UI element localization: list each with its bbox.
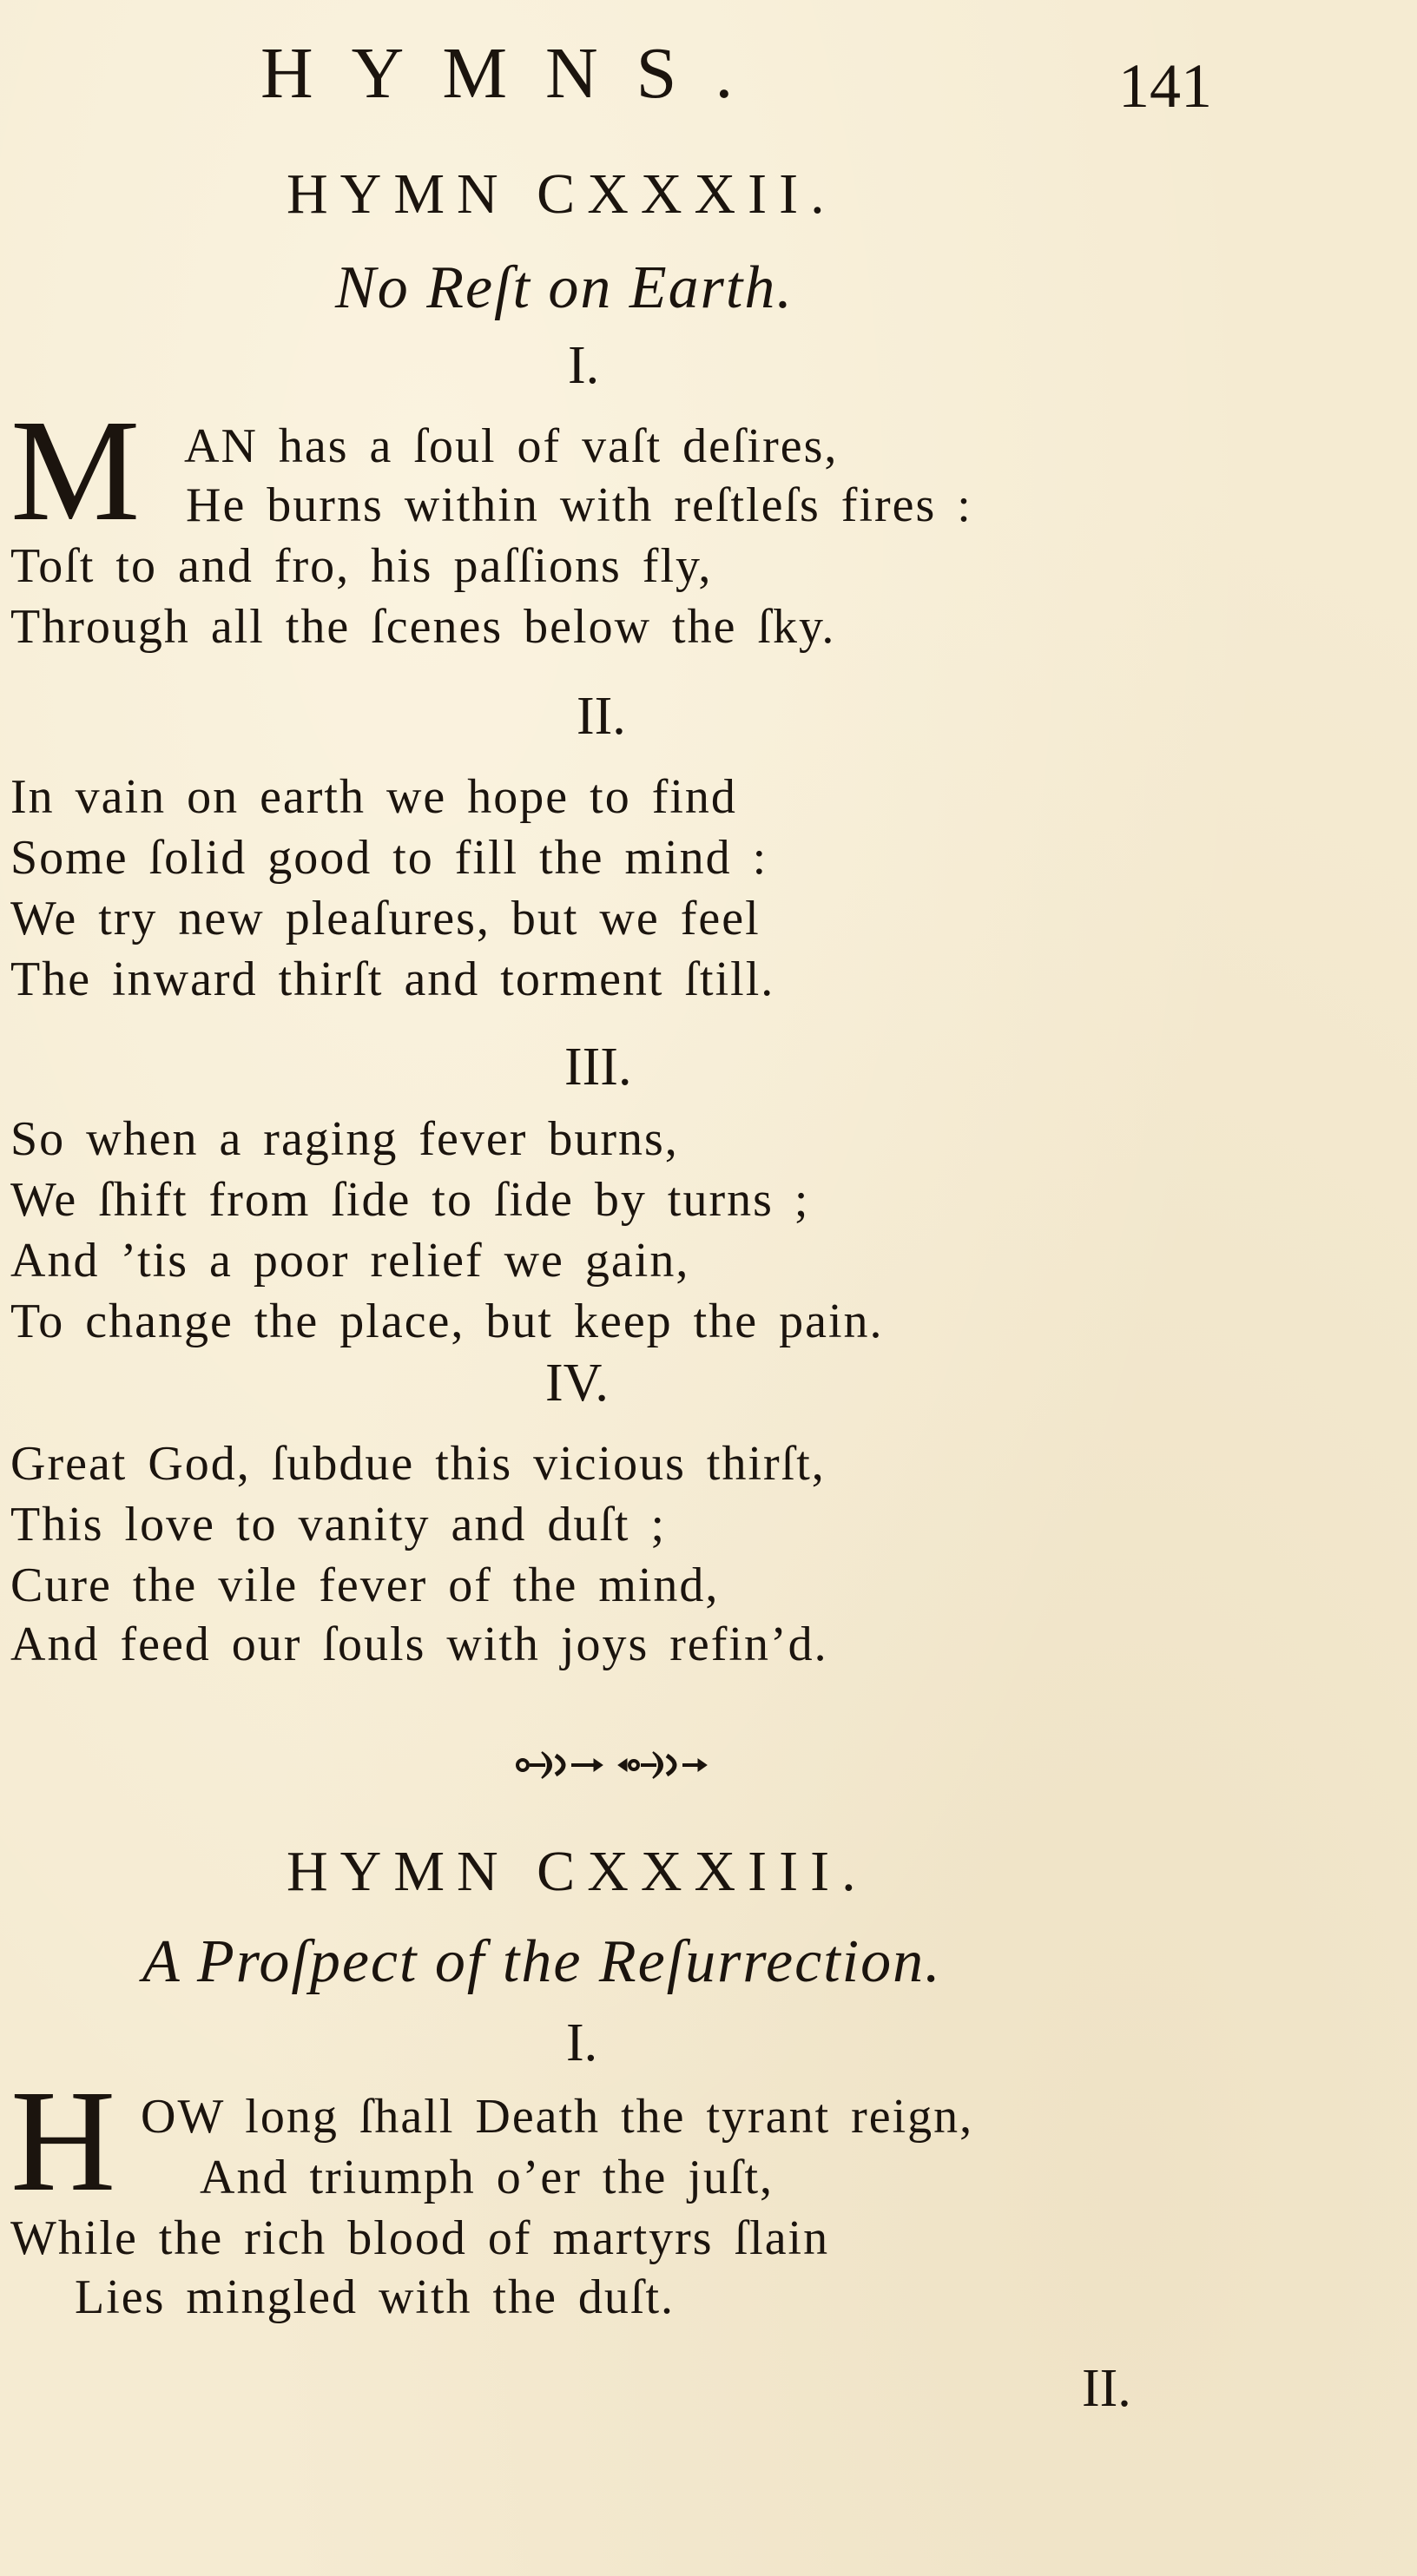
hymn-133-stanza-1-line-3: While the rich blood of martyrs ſlain	[10, 2211, 830, 2265]
hymn-132-stanza-4-number: IV.	[545, 1354, 609, 1413]
hymn-133-stanza-1-line-4: Lies mingled with the duſt.	[75, 2270, 676, 2324]
hymn-132-stanza-1-line-3: Toſt to and fro, his paſſions fly,	[10, 539, 713, 593]
hymn-132-stanza-3-number: III.	[564, 1038, 632, 1097]
hymn-132-stanza-4-line-1: Great God, ſubdue this vicious thirſt,	[10, 1437, 826, 1491]
page-number: 141	[1118, 51, 1212, 121]
hymn-132-stanza-2-number: II.	[577, 687, 626, 746]
ornament-divider-icon	[511, 1743, 710, 1787]
hymn-133-next-stanza-number: II.	[1082, 2359, 1131, 2418]
hymn-132-stanza-1-number: I.	[568, 336, 600, 395]
hymn-132-stanza-2-line-1: In vain on earth we hope to find	[10, 770, 737, 824]
hymn-133-stanza-1-line-2: And triumph o’er the juſt,	[200, 2151, 774, 2204]
hymn-133-subtitle: A Proſpect of the Reſurrection.	[142, 1928, 942, 1995]
hymn-132-stanza-3-line-2: We ſhift from ſide to ſide by turns ;	[10, 1173, 810, 1227]
hymn-132-stanza-2-line-4: The inward thirſt and torment ſtill.	[10, 952, 775, 1006]
hymn-132-stanza-2-line-2: Some ſolid good to fill the mind :	[10, 831, 768, 885]
hymn-133-stanza-1-number: I.	[566, 2013, 598, 2072]
hymn-132-stanza-3-line-3: And ’tis a poor relief we gain,	[10, 1234, 690, 1288]
hymn-132-stanza-1-line-4: Through all the ſcenes below the ſky.	[10, 600, 836, 654]
hymn-133-stanza-1-line-1: OW long ſhall Death the tyrant reign,	[141, 2090, 974, 2144]
hymn-132-dropcap: M	[10, 390, 141, 551]
hymn-132-stanza-1-line-1: AN has a ſoul of vaſt deſires,	[184, 419, 839, 473]
hymn-132-title: HYMN CXXXII.	[287, 162, 837, 226]
hymn-132-stanza-4-line-4: And feed our ſouls with joys refin’d.	[10, 1617, 828, 1671]
hymn-132-stanza-3-line-1: So when a raging fever burns,	[10, 1112, 679, 1166]
hymn-132-stanza-4-line-3: Cure the vile fever of the mind,	[10, 1558, 720, 1612]
hymn-133-dropcap: H	[10, 2060, 116, 2222]
hymn-132-stanza-3-line-4: To change the place, but keep the pain.	[10, 1295, 884, 1348]
hymn-132-stanza-1-line-2: He burns within with reſtleſs fires :	[186, 478, 972, 532]
hymn-132-stanza-4-line-2: This love to vanity and duſt ;	[10, 1498, 667, 1552]
hymn-132-stanza-2-line-3: We try new pleaſures, but we feel	[10, 892, 761, 945]
running-head-title: HYMNS.	[260, 33, 772, 114]
hymn-132-subtitle: No Reſt on Earth.	[335, 254, 794, 321]
hymn-133-title: HYMN CXXXIII.	[287, 1840, 868, 1903]
